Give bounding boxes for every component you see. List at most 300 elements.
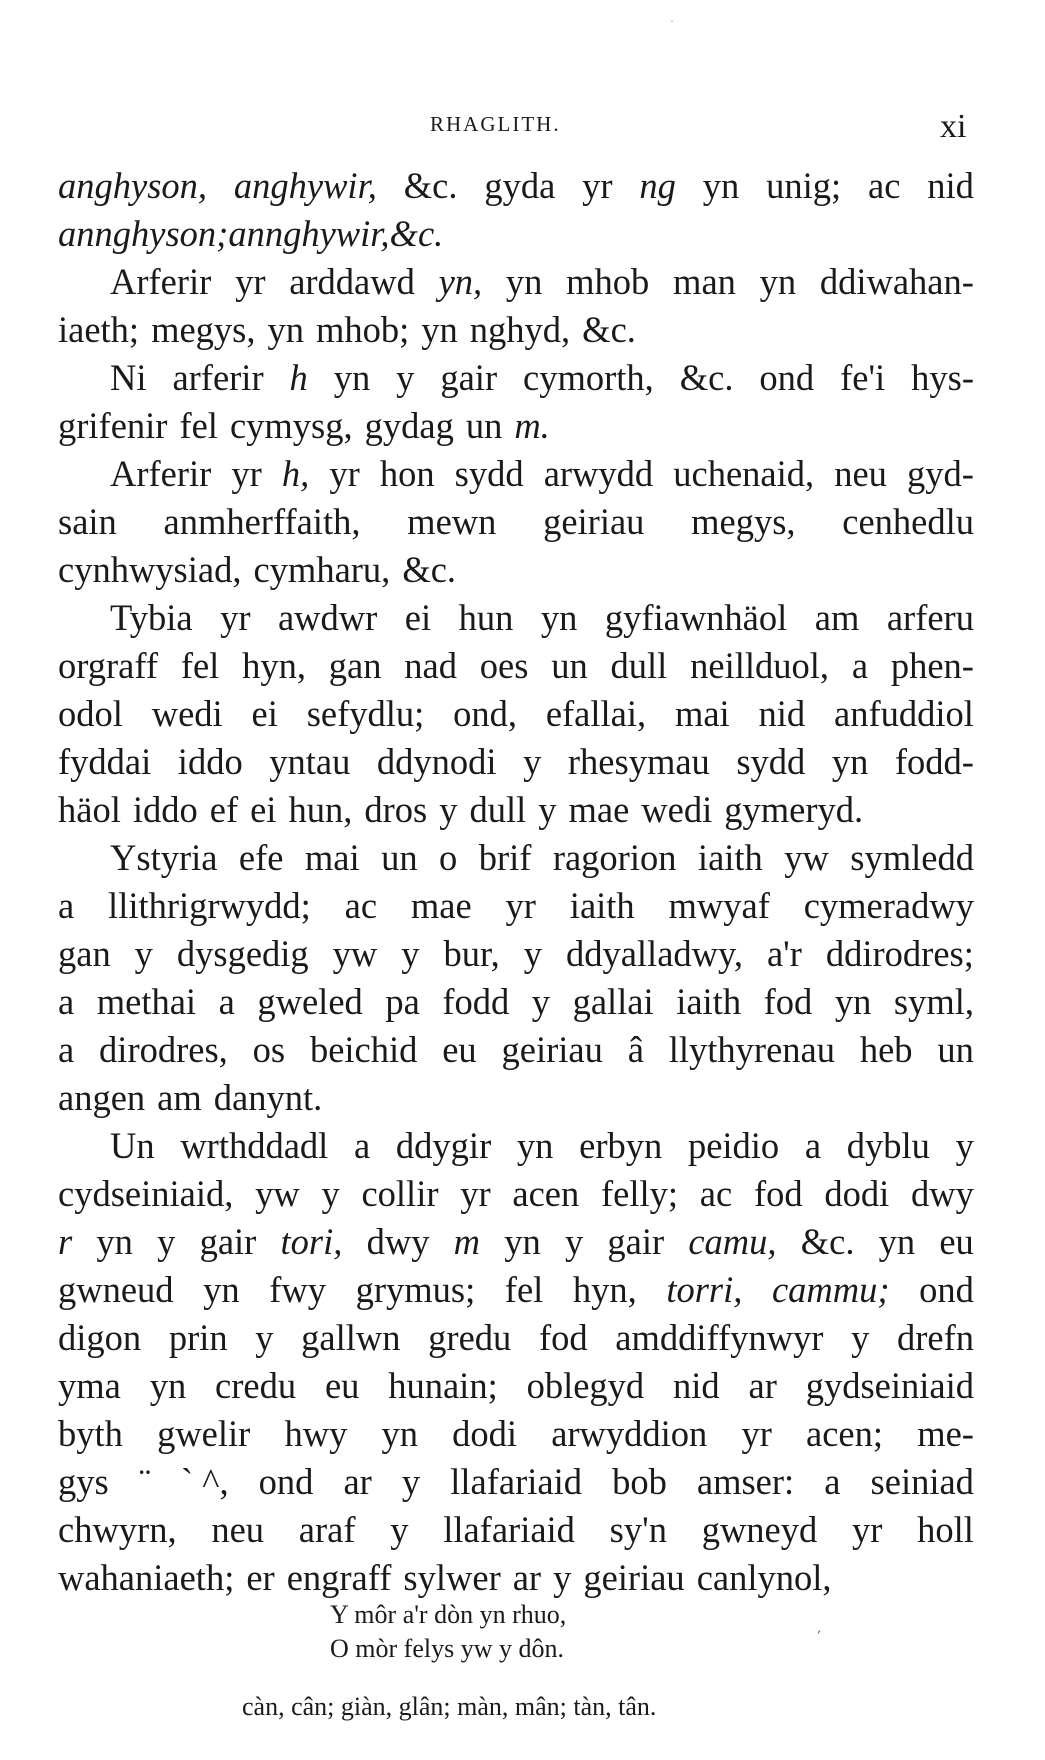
word: Arferir bbox=[110, 453, 212, 494]
text-line bbox=[58, 162, 974, 210]
word: fel bbox=[504, 1269, 544, 1310]
italic-word: &c. bbox=[389, 213, 444, 254]
word: gweled bbox=[257, 981, 363, 1022]
word: odol bbox=[58, 693, 123, 734]
word: geiriau bbox=[583, 1557, 685, 1598]
word: symledd bbox=[850, 837, 974, 878]
word: fel bbox=[180, 645, 220, 686]
text-line bbox=[58, 1170, 974, 1218]
text-line bbox=[58, 978, 974, 1026]
verse-line: O mòr felys yw y dôn. bbox=[330, 1634, 564, 1663]
word: fwy bbox=[269, 1269, 326, 1310]
word: ar bbox=[748, 1365, 777, 1406]
word: y bbox=[396, 357, 415, 398]
word: awdwr bbox=[277, 597, 378, 638]
word: y bbox=[564, 1221, 584, 1262]
word: gyda bbox=[484, 165, 556, 206]
word: fyddai bbox=[58, 741, 152, 782]
word: y bbox=[439, 789, 458, 830]
word: am bbox=[814, 597, 860, 638]
word: wrthddadl bbox=[180, 1125, 329, 1166]
word: &c. bbox=[403, 165, 458, 206]
word: gyfiawnhäol bbox=[604, 597, 788, 638]
verse-line: Y môr a'r dòn yn rhuo, bbox=[330, 1600, 567, 1629]
italic-word: torri, bbox=[666, 1269, 743, 1310]
word: yma bbox=[58, 1365, 121, 1406]
word: gredu bbox=[428, 1317, 512, 1358]
word: digon bbox=[58, 1317, 142, 1358]
word: gair bbox=[440, 357, 498, 398]
word: y bbox=[390, 1509, 409, 1550]
italic-word: anghyson, bbox=[58, 165, 208, 206]
word: grymus; bbox=[355, 1269, 476, 1310]
word: ac bbox=[868, 165, 901, 206]
word: fodd- bbox=[894, 741, 974, 782]
word: mai bbox=[674, 693, 730, 734]
word: ac bbox=[344, 885, 378, 926]
word: arwydd bbox=[543, 453, 654, 494]
word: ar bbox=[343, 1461, 372, 1502]
word: gys bbox=[58, 1461, 109, 1502]
word: dyblu bbox=[846, 1125, 930, 1166]
word: dwy bbox=[366, 1221, 430, 1262]
word: ond bbox=[759, 357, 815, 398]
word: â bbox=[627, 1029, 644, 1070]
word: gair bbox=[607, 1221, 665, 1262]
word: wedi bbox=[151, 693, 223, 734]
word: dodi bbox=[452, 1413, 518, 1454]
word: iddo bbox=[132, 789, 198, 830]
word: acen bbox=[512, 1173, 580, 1214]
word: sylwer bbox=[403, 1557, 501, 1598]
word: gair bbox=[199, 1221, 257, 1262]
italic-word: ng bbox=[639, 165, 676, 206]
word: araf bbox=[298, 1509, 356, 1550]
word: man bbox=[673, 261, 736, 302]
text-line bbox=[58, 354, 974, 402]
text-line bbox=[58, 1554, 974, 1602]
word: &c. bbox=[679, 357, 734, 398]
page-header bbox=[0, 108, 1045, 152]
word: &c. bbox=[402, 549, 457, 590]
word: yn bbox=[149, 1365, 187, 1406]
italic-word: anghywir, bbox=[233, 165, 377, 206]
word: oblegyd bbox=[526, 1365, 645, 1406]
word: a bbox=[804, 1125, 822, 1166]
word: yntau bbox=[269, 741, 351, 782]
italic-word: m. bbox=[514, 405, 550, 446]
word: Tybia bbox=[110, 597, 193, 638]
word: y bbox=[523, 741, 542, 782]
text-line bbox=[58, 1506, 974, 1554]
word: methai bbox=[96, 981, 197, 1022]
word: sydd bbox=[454, 453, 524, 494]
word: iaeth; bbox=[58, 309, 140, 350]
word: nid bbox=[758, 693, 806, 734]
word: y bbox=[134, 933, 153, 974]
word: yw bbox=[255, 1173, 300, 1214]
text-line bbox=[58, 786, 974, 834]
text-line bbox=[58, 1362, 974, 1410]
word: ¨ bbox=[138, 1461, 151, 1502]
text-line bbox=[58, 306, 974, 354]
word: yn bbox=[267, 309, 304, 350]
word: dros bbox=[364, 789, 428, 830]
word: amser: bbox=[696, 1461, 795, 1502]
word: yn bbox=[702, 165, 740, 206]
word: yn bbox=[516, 1125, 554, 1166]
word: wahaniaeth; bbox=[58, 1557, 235, 1598]
word: bur, bbox=[443, 933, 500, 974]
word: nid bbox=[927, 165, 974, 206]
word: hun bbox=[458, 597, 514, 638]
word: Arferir bbox=[110, 261, 212, 302]
word: yn bbox=[759, 261, 797, 302]
text-line bbox=[58, 930, 974, 978]
word: hyn, bbox=[242, 645, 306, 686]
word: yr bbox=[220, 597, 251, 638]
word: yn bbox=[834, 981, 872, 1022]
word: mae bbox=[568, 789, 630, 830]
word: grifenir bbox=[58, 405, 168, 446]
word: häol bbox=[58, 789, 121, 830]
word: y bbox=[255, 1317, 274, 1358]
word: prin bbox=[168, 1317, 228, 1358]
word: a bbox=[58, 1029, 75, 1070]
word: mai bbox=[304, 837, 360, 878]
word: yn bbox=[504, 1221, 541, 1262]
word: sefydlu; bbox=[306, 693, 425, 734]
word: hys- bbox=[911, 357, 974, 398]
text-line bbox=[58, 210, 974, 258]
word: amddiffynwyr bbox=[615, 1317, 824, 1358]
word: iaith bbox=[697, 837, 763, 878]
word: a bbox=[824, 1461, 841, 1502]
word: fe'i bbox=[840, 357, 886, 398]
italic-word: yn, bbox=[438, 261, 483, 302]
word: er bbox=[246, 1557, 275, 1598]
text-line bbox=[58, 402, 974, 450]
word: ef bbox=[209, 789, 239, 830]
word: yw bbox=[784, 837, 829, 878]
word: ei bbox=[251, 693, 278, 734]
word: y bbox=[531, 981, 551, 1022]
word: eu bbox=[939, 1221, 974, 1262]
text-line bbox=[58, 1458, 974, 1506]
word: a bbox=[58, 981, 75, 1022]
word: holl bbox=[917, 1509, 974, 1550]
word: yn bbox=[333, 357, 371, 398]
word: efe bbox=[238, 837, 284, 878]
word: ar bbox=[512, 1557, 542, 1598]
word: arddawd bbox=[289, 261, 415, 302]
word: a bbox=[218, 981, 235, 1022]
word: cynhwysiad, bbox=[58, 549, 242, 590]
word: ddyalladwy, bbox=[565, 933, 744, 974]
word: ragorion bbox=[552, 837, 677, 878]
word: collir bbox=[361, 1173, 439, 1214]
word: mwyaf bbox=[668, 885, 770, 926]
word: orgraff bbox=[58, 645, 159, 686]
verse-quotation bbox=[330, 1598, 566, 1666]
word: mewn bbox=[407, 501, 497, 542]
word: yr bbox=[505, 885, 536, 926]
word: anfuddiol bbox=[834, 693, 974, 734]
paper-speck: · bbox=[670, 14, 674, 28]
word: sydd bbox=[736, 741, 806, 782]
word: cydseiniaid, bbox=[58, 1173, 234, 1214]
page-number: xi bbox=[940, 108, 967, 145]
word: danynt. bbox=[213, 1077, 323, 1118]
accent-examples: càn, cân; giàn, glân; màn, mân; tàn, tân. bbox=[242, 1692, 657, 1721]
word: yr bbox=[231, 453, 262, 494]
word: eu bbox=[324, 1365, 360, 1406]
word: Ni bbox=[110, 357, 147, 398]
running-head: RHAGLITH. bbox=[430, 112, 561, 136]
word: beichid bbox=[309, 1029, 418, 1070]
word: yn bbox=[96, 1221, 133, 1262]
word: y bbox=[538, 789, 557, 830]
word: gallai bbox=[572, 981, 654, 1022]
word: gyd- bbox=[906, 453, 974, 494]
word: yr bbox=[235, 261, 266, 302]
word: arwyddion bbox=[551, 1413, 708, 1454]
word: dwy bbox=[911, 1173, 974, 1214]
word: yn bbox=[540, 597, 578, 638]
text-line bbox=[58, 546, 974, 594]
word: sain bbox=[58, 501, 117, 542]
text-line bbox=[58, 882, 974, 930]
text-line bbox=[58, 1266, 974, 1314]
text-line bbox=[58, 258, 974, 306]
word: ond bbox=[258, 1461, 314, 1502]
word: yr bbox=[460, 1173, 491, 1214]
italic-word: tori, bbox=[280, 1221, 343, 1262]
word: llafariaid bbox=[443, 1509, 575, 1550]
word: un bbox=[465, 405, 503, 446]
word: neu bbox=[211, 1509, 265, 1550]
word: megys, bbox=[691, 501, 796, 542]
word: a bbox=[58, 885, 75, 926]
word: ddygir bbox=[395, 1125, 492, 1166]
word: oes bbox=[479, 645, 529, 686]
word: iaith bbox=[676, 981, 742, 1022]
word: un bbox=[381, 837, 418, 878]
text-line bbox=[58, 498, 974, 546]
word: gwneud bbox=[58, 1269, 174, 1310]
word: llythyrenau bbox=[668, 1029, 835, 1070]
word: uchenaid, bbox=[673, 453, 815, 494]
word: geiriau bbox=[501, 1029, 603, 1070]
text-line bbox=[58, 738, 974, 786]
word: anmherffaith, bbox=[163, 501, 361, 542]
word: llithrigrwydd; bbox=[108, 885, 311, 926]
text-line bbox=[58, 690, 974, 738]
word: cymorth, bbox=[523, 357, 654, 398]
word: a bbox=[851, 645, 869, 686]
text-line bbox=[58, 1122, 974, 1170]
word: Ystyria bbox=[110, 837, 218, 878]
word: hwy bbox=[284, 1413, 348, 1454]
italic-word: r bbox=[58, 1221, 73, 1262]
word: ddirodres; bbox=[825, 933, 974, 974]
word: nid bbox=[673, 1365, 720, 1406]
word: un bbox=[551, 645, 588, 686]
word: yr bbox=[741, 1413, 772, 1454]
word: felly; bbox=[601, 1173, 679, 1214]
text-line bbox=[58, 1026, 974, 1074]
word: seiniad bbox=[870, 1461, 974, 1502]
word: y bbox=[157, 1221, 176, 1262]
word: fod bbox=[763, 981, 813, 1022]
word: gymeryd. bbox=[724, 789, 864, 830]
word: mhob; bbox=[316, 309, 410, 350]
word: mae bbox=[410, 885, 472, 926]
word: gwelir bbox=[157, 1413, 251, 1454]
word: a bbox=[354, 1125, 371, 1166]
word: &c. bbox=[582, 309, 636, 350]
italic-word: cammu; bbox=[771, 1269, 890, 1310]
text-line bbox=[58, 1314, 974, 1362]
word: cenhedlu bbox=[842, 501, 974, 542]
word: dysgedig bbox=[176, 933, 309, 974]
word: neu bbox=[834, 453, 887, 494]
word: mhob bbox=[566, 261, 650, 302]
word: dirodres, bbox=[99, 1029, 228, 1070]
word: yn bbox=[505, 261, 543, 302]
word: me- bbox=[917, 1413, 974, 1454]
word: nad bbox=[404, 645, 457, 686]
word: un bbox=[937, 1029, 974, 1070]
word: y bbox=[523, 933, 542, 974]
text-line bbox=[58, 1074, 974, 1122]
word: peidio bbox=[687, 1125, 780, 1166]
word: yr bbox=[329, 453, 360, 494]
word: gydag bbox=[364, 405, 454, 446]
word: yn bbox=[831, 741, 869, 782]
italic-word: camu, bbox=[688, 1221, 777, 1262]
word: syml, bbox=[893, 981, 974, 1022]
word: drefn bbox=[896, 1317, 974, 1358]
word: engraff bbox=[286, 1557, 392, 1598]
word: nghyd, bbox=[469, 309, 571, 350]
word: phen- bbox=[890, 645, 974, 686]
word: y bbox=[401, 933, 420, 974]
margin-mark: ´ bbox=[814, 1626, 828, 1648]
word: ond bbox=[919, 1269, 974, 1310]
word: canlynol, bbox=[696, 1557, 832, 1598]
word: y bbox=[955, 1125, 974, 1166]
word: ei bbox=[404, 597, 432, 638]
word: ond, bbox=[453, 693, 517, 734]
italic-word: h bbox=[289, 357, 308, 398]
word: ` ^, bbox=[181, 1461, 229, 1502]
word: megys, bbox=[151, 309, 256, 350]
word: yr bbox=[851, 1509, 883, 1550]
word: hun, bbox=[288, 789, 353, 830]
word: gan bbox=[328, 645, 382, 686]
word: fod bbox=[753, 1173, 803, 1214]
word: efallai, bbox=[545, 693, 647, 734]
word: yn bbox=[878, 1221, 916, 1262]
word: arferu bbox=[886, 597, 974, 638]
word: y bbox=[851, 1317, 870, 1358]
word: unig; bbox=[766, 165, 842, 206]
word: ac bbox=[699, 1173, 733, 1214]
word: neillduol, bbox=[690, 645, 830, 686]
body-text bbox=[58, 162, 974, 1602]
word: a'r bbox=[766, 933, 802, 974]
italic-word: annghywir, bbox=[228, 213, 390, 254]
text-line bbox=[58, 1410, 974, 1458]
word: gydseiniaid bbox=[805, 1365, 974, 1406]
word: bob bbox=[612, 1461, 667, 1502]
word: dull bbox=[610, 645, 668, 686]
word: yn bbox=[421, 309, 458, 350]
italic-word: h, bbox=[281, 453, 310, 494]
word: am bbox=[157, 1077, 202, 1118]
text-line bbox=[58, 642, 974, 690]
word: gan bbox=[58, 933, 111, 974]
word: heb bbox=[859, 1029, 913, 1070]
word: angen bbox=[58, 1077, 146, 1118]
word: byth bbox=[58, 1413, 123, 1454]
word: y bbox=[553, 1557, 572, 1598]
word: yw bbox=[332, 933, 378, 974]
text-line bbox=[58, 594, 974, 642]
word: acen; bbox=[806, 1413, 884, 1454]
word: pa bbox=[385, 981, 420, 1022]
italic-word: m bbox=[453, 1221, 481, 1262]
word: cymharu, bbox=[253, 549, 391, 590]
word: &c. bbox=[800, 1221, 855, 1262]
word: dull bbox=[469, 789, 527, 830]
word: yn bbox=[381, 1413, 418, 1454]
word: yn bbox=[203, 1269, 240, 1310]
word: ei bbox=[250, 789, 277, 830]
word: sy'n bbox=[609, 1509, 667, 1550]
word: wedi bbox=[641, 789, 713, 830]
word: brif bbox=[478, 837, 532, 878]
word: cymeradwy bbox=[803, 885, 974, 926]
word: fodd bbox=[442, 981, 510, 1022]
word: ddynodi bbox=[376, 741, 497, 782]
word: gallwn bbox=[301, 1317, 401, 1358]
text-line bbox=[58, 450, 974, 498]
word: erbyn bbox=[579, 1125, 663, 1166]
word: iddo bbox=[177, 741, 243, 782]
word: hunain; bbox=[388, 1365, 498, 1406]
word: ddiwahan- bbox=[819, 261, 974, 302]
word: eu bbox=[442, 1029, 477, 1070]
word: hyn, bbox=[572, 1269, 637, 1310]
word: cymysg, bbox=[229, 405, 353, 446]
word: credu bbox=[215, 1365, 297, 1406]
word: llafariaid bbox=[450, 1461, 582, 1502]
word: iaith bbox=[569, 885, 635, 926]
word: chwyrn, bbox=[58, 1509, 177, 1550]
word: rhesymau bbox=[567, 741, 710, 782]
word: Un bbox=[110, 1125, 155, 1166]
word: dodi bbox=[824, 1173, 890, 1214]
italic-word: annghyson; bbox=[58, 213, 229, 254]
word: geiriau bbox=[543, 501, 645, 542]
word: os bbox=[252, 1029, 286, 1070]
word: fod bbox=[538, 1317, 588, 1358]
word: hon bbox=[379, 453, 435, 494]
word: arferir bbox=[172, 357, 264, 398]
word: fel bbox=[179, 405, 218, 446]
